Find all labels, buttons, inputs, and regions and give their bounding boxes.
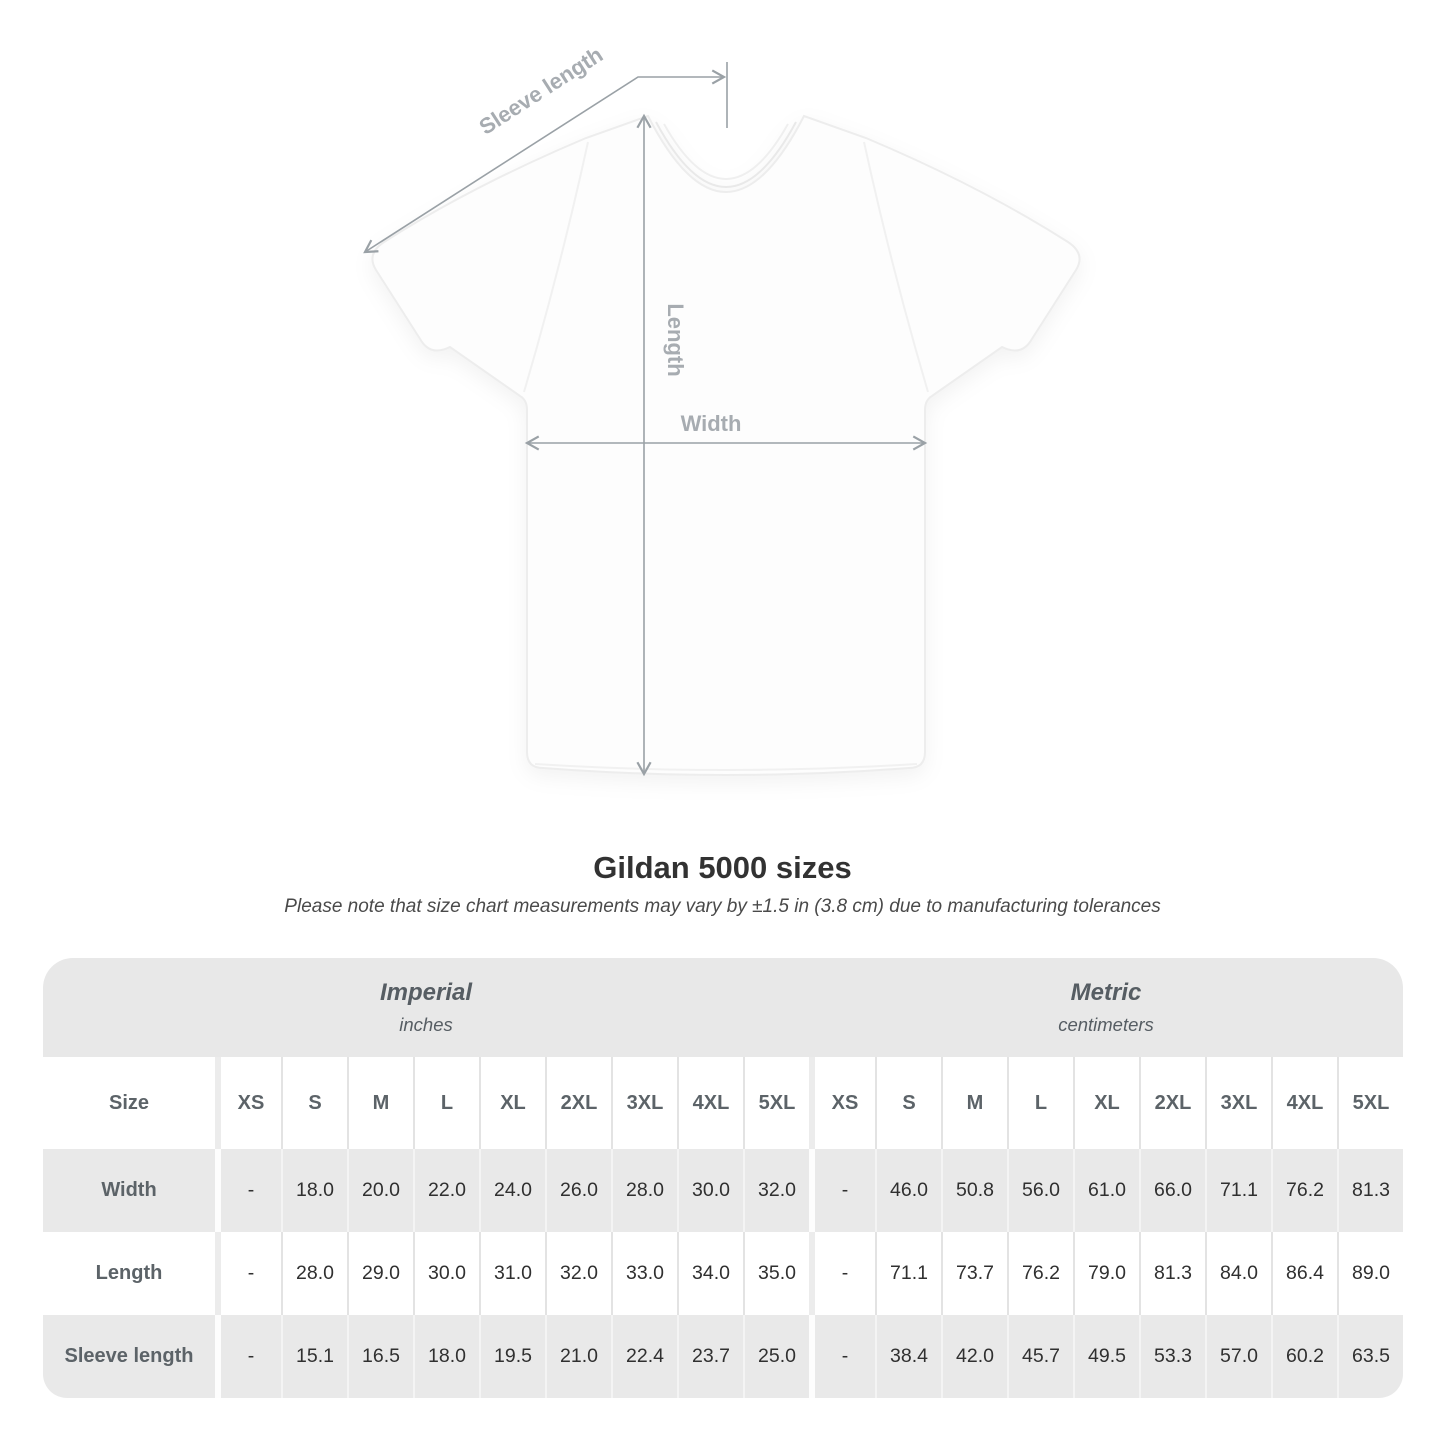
table-cell: 32.0 <box>743 1149 809 1232</box>
table-cell: 22.0 <box>413 1149 479 1232</box>
size-column-header: L <box>1007 1057 1073 1149</box>
table-cell: 31.0 <box>479 1232 545 1315</box>
table-cell: 25.0 <box>743 1315 809 1398</box>
table-cell: 66.0 <box>1139 1149 1205 1232</box>
table-cell: 15.1 <box>281 1315 347 1398</box>
table-cell: 22.4 <box>611 1315 677 1398</box>
tolerance-note: Please note that size chart measurements may vary by ±1.5 in (3.8 cm) due to manufacturing tolerances <box>284 896 1161 917</box>
size-column-header: 2XL <box>1139 1057 1205 1149</box>
sleeve-length-label: Sleeve length <box>474 41 608 140</box>
size-column-header: 5XL <box>1337 1057 1403 1149</box>
row-label: Width <box>43 1149 215 1232</box>
table-cell: 32.0 <box>545 1232 611 1315</box>
table-cell: - <box>809 1315 875 1398</box>
row-label: Length <box>43 1232 215 1315</box>
size-column-header: 5XL <box>743 1057 809 1149</box>
table-cell: 29.0 <box>347 1232 413 1315</box>
table-cell: 45.7 <box>1007 1315 1073 1398</box>
table-cell: - <box>809 1149 875 1232</box>
table-cell: 76.2 <box>1007 1232 1073 1315</box>
table-cell: 63.5 <box>1337 1315 1403 1398</box>
table-cell: 18.0 <box>413 1315 479 1398</box>
table-cell: 86.4 <box>1271 1232 1337 1315</box>
metric-sublabel: centimeters <box>1058 1014 1154 1035</box>
length-label: Length <box>663 303 688 377</box>
table-cell: 28.0 <box>611 1149 677 1232</box>
table-cell: 79.0 <box>1073 1232 1139 1315</box>
table-cell: 56.0 <box>1007 1149 1073 1232</box>
size-corner-header: Size <box>43 1057 215 1149</box>
size-column-header: M <box>941 1057 1007 1149</box>
table-cell: 28.0 <box>281 1232 347 1315</box>
table-cell: 49.5 <box>1073 1315 1139 1398</box>
table-cell: - <box>215 1149 281 1232</box>
table-cell: 34.0 <box>677 1232 743 1315</box>
imperial-sublabel: inches <box>399 1014 453 1035</box>
table-cell: 81.3 <box>1337 1149 1403 1232</box>
size-column-header: 4XL <box>677 1057 743 1149</box>
table-cell: 89.0 <box>1337 1232 1403 1315</box>
table-cell: 73.7 <box>941 1232 1007 1315</box>
table-cell: 57.0 <box>1205 1315 1271 1398</box>
table-cell: 33.0 <box>611 1232 677 1315</box>
size-column-header: M <box>347 1057 413 1149</box>
table-cell: 53.3 <box>1139 1315 1205 1398</box>
size-column-header: L <box>413 1057 479 1149</box>
table-cell: - <box>215 1232 281 1315</box>
table-cell: 76.2 <box>1271 1149 1337 1232</box>
size-column-header: 3XL <box>611 1057 677 1149</box>
table-cell: 30.0 <box>413 1232 479 1315</box>
table-cell: 61.0 <box>1073 1149 1139 1232</box>
table-cell: 60.2 <box>1271 1315 1337 1398</box>
width-label: Width <box>680 411 742 436</box>
table-cell: 71.1 <box>875 1232 941 1315</box>
size-table <box>43 958 1403 1398</box>
table-cell: 35.0 <box>743 1232 809 1315</box>
table-cell: 20.0 <box>347 1149 413 1232</box>
size-column-header: XL <box>1073 1057 1139 1149</box>
table-cell: 71.1 <box>1205 1149 1271 1232</box>
table-cell: - <box>809 1232 875 1315</box>
table-cell: 24.0 <box>479 1149 545 1232</box>
table-cell: 21.0 <box>545 1315 611 1398</box>
size-column-header: 2XL <box>545 1057 611 1149</box>
size-column-header: XL <box>479 1057 545 1149</box>
unit-header-imperial <box>43 958 809 1057</box>
unit-header-metric <box>809 958 1403 1057</box>
table-cell: 42.0 <box>941 1315 1007 1398</box>
table-cell: 50.8 <box>941 1149 1007 1232</box>
size-column-header: 3XL <box>1205 1057 1271 1149</box>
table-cell: 81.3 <box>1139 1232 1205 1315</box>
table-cell: 84.0 <box>1205 1232 1271 1315</box>
table-cell: 38.4 <box>875 1315 941 1398</box>
size-column-header: 4XL <box>1271 1057 1337 1149</box>
page-title: Gildan 5000 sizes <box>593 850 852 885</box>
size-column-header: S <box>281 1057 347 1149</box>
row-label: Sleeve length <box>43 1315 215 1398</box>
table-cell: 18.0 <box>281 1149 347 1232</box>
metric-label: Metric <box>1070 979 1142 1006</box>
imperial-label: Imperial <box>379 979 473 1006</box>
table-cell: 19.5 <box>479 1315 545 1398</box>
table-cell: 16.5 <box>347 1315 413 1398</box>
size-column-header: XS <box>215 1057 281 1149</box>
table-cell: 26.0 <box>545 1149 611 1232</box>
size-column-header: XS <box>809 1057 875 1149</box>
size-column-header: S <box>875 1057 941 1149</box>
table-cell: 46.0 <box>875 1149 941 1232</box>
table-cell: 30.0 <box>677 1149 743 1232</box>
table-cell: 23.7 <box>677 1315 743 1398</box>
tshirt-image <box>372 116 1079 775</box>
table-cell: - <box>215 1315 281 1398</box>
